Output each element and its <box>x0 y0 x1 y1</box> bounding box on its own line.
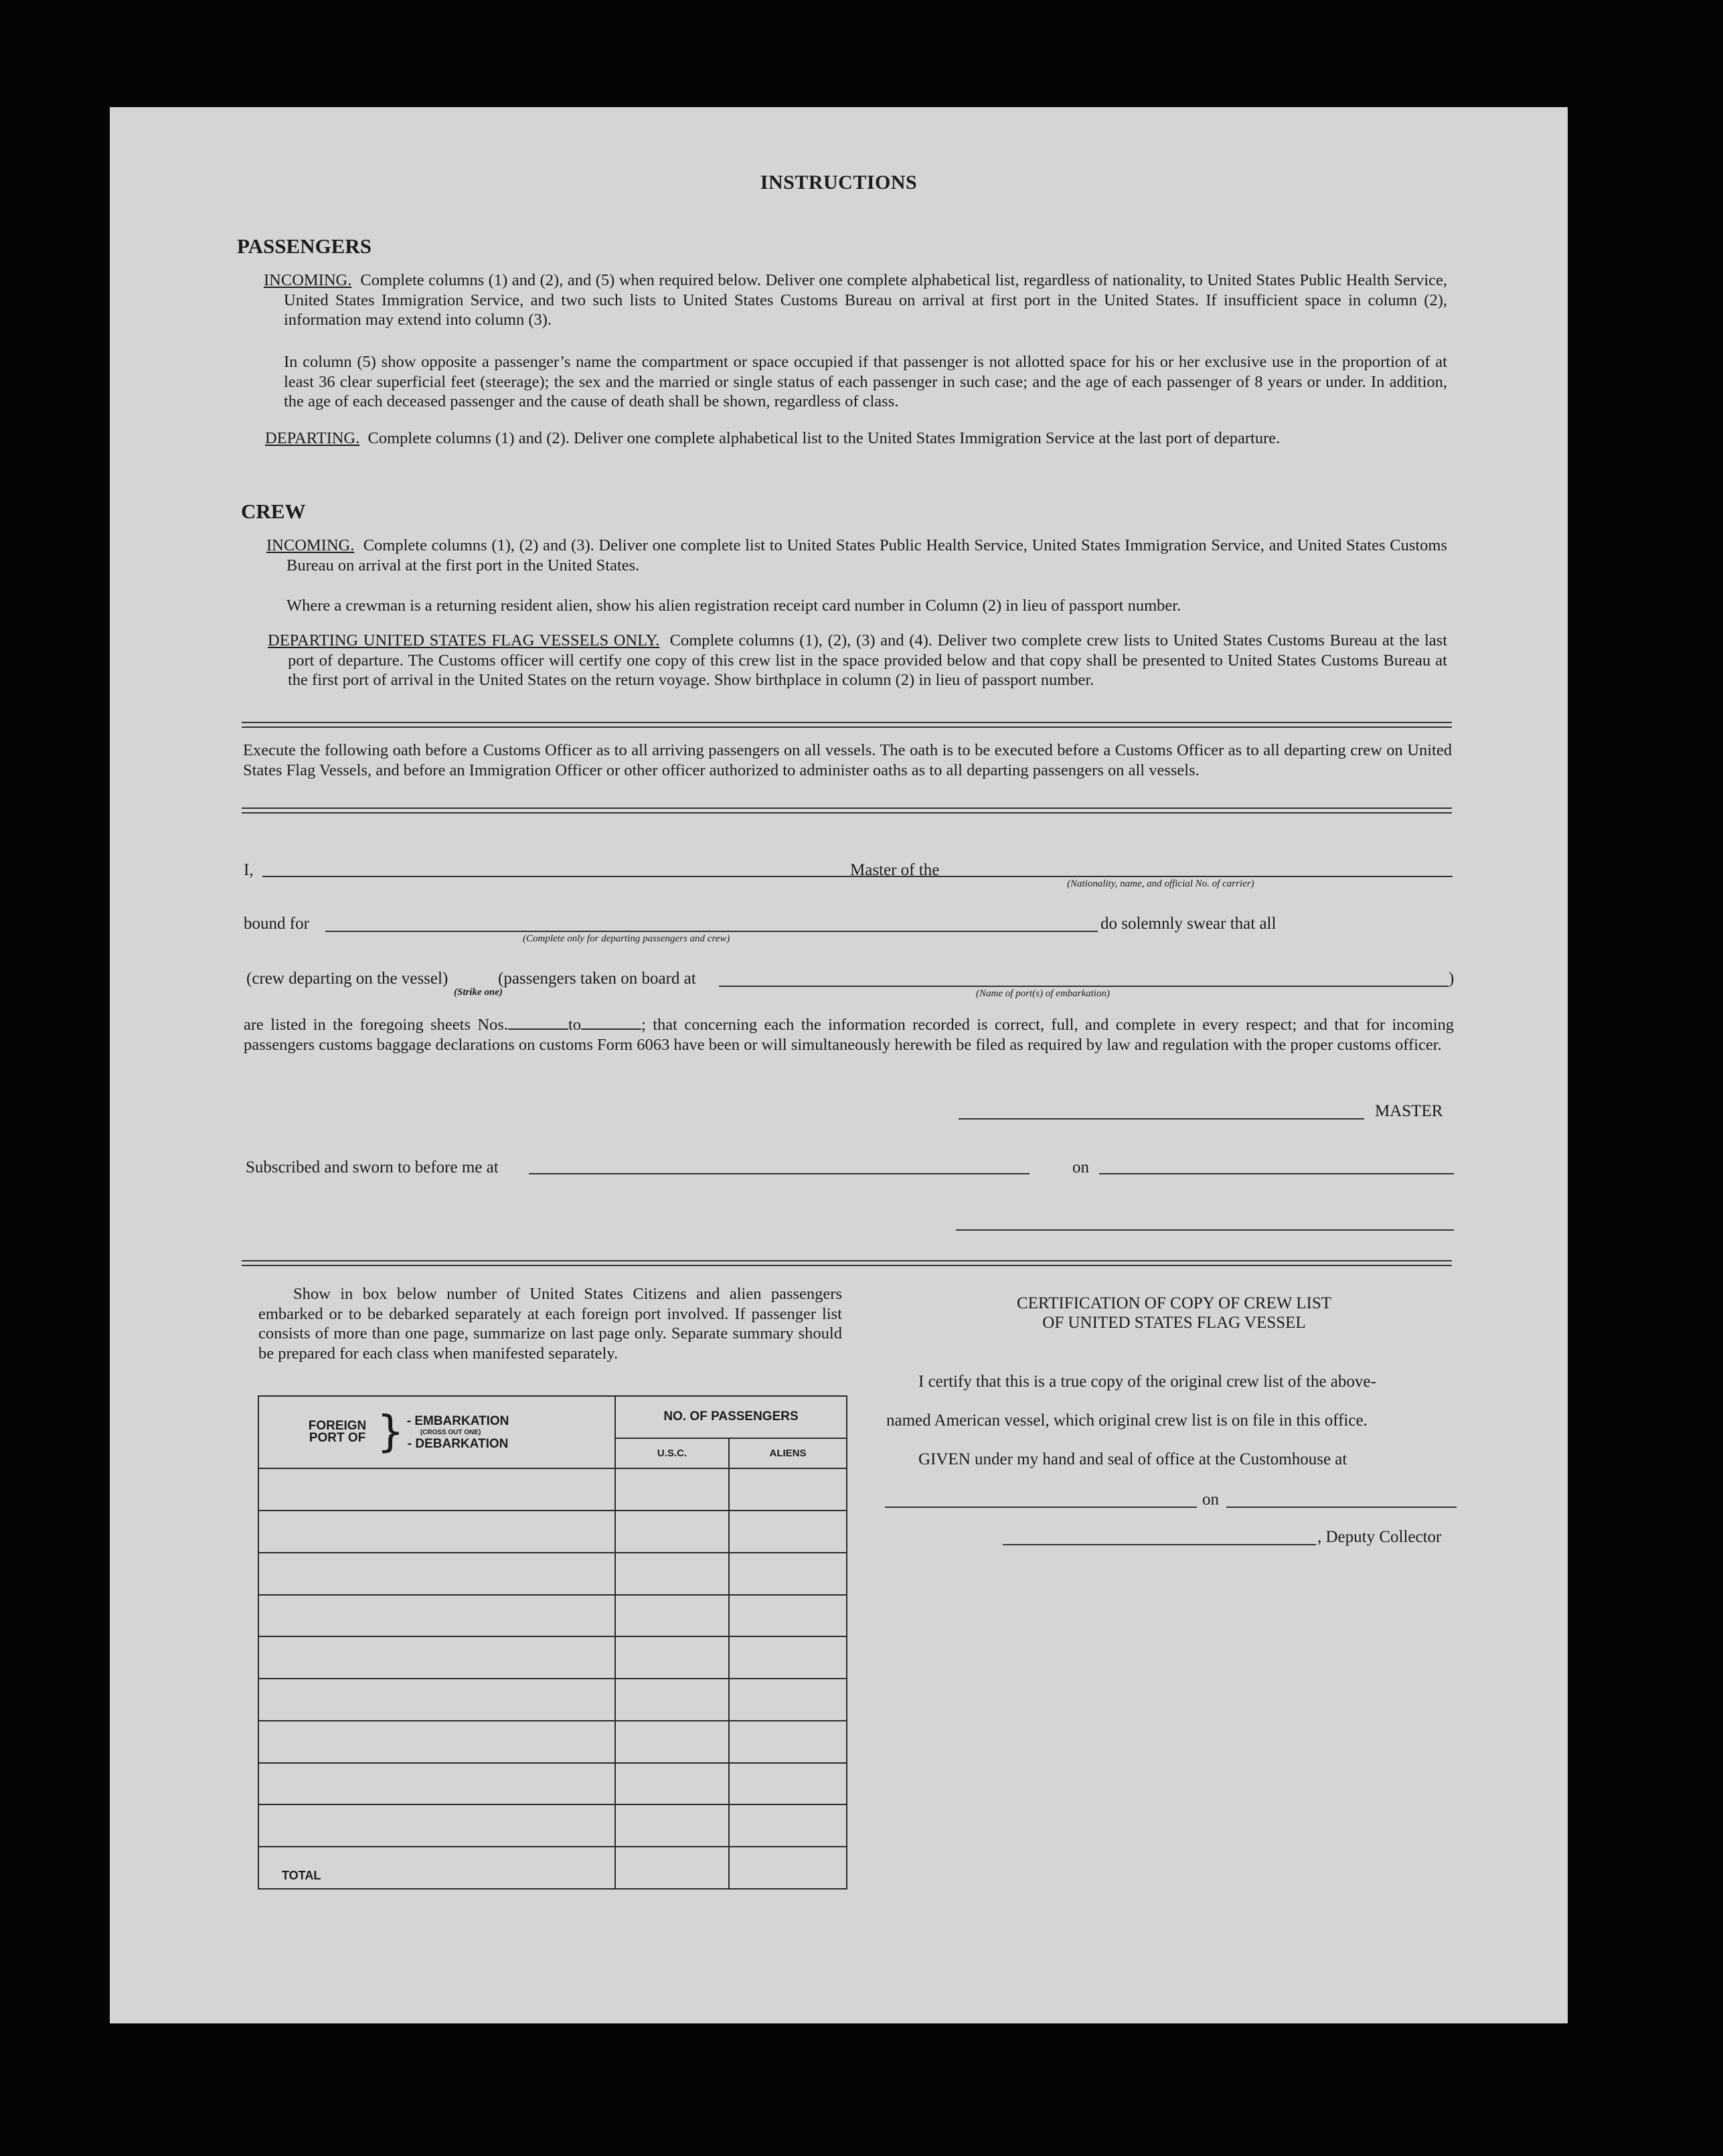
certification-title <box>880 1294 1469 1332</box>
port-cell[interactable] <box>258 1468 615 1511</box>
crew-departing-option: (crew departing on the vessel) <box>246 970 448 988</box>
oath-listed-block <box>244 1015 1454 1055</box>
sheet-to-line[interactable] <box>581 1028 641 1030</box>
crew-departing-block <box>268 631 1447 690</box>
aliens-header: ALIENS <box>729 1438 847 1468</box>
aliens-cell[interactable] <box>729 1804 847 1847</box>
no-of-passengers-header: NO. OF PASSENGERS <box>615 1396 847 1438</box>
listed-rest-text: ; that concerning each the information recorded is correct, full, and complete in every respect; and that for incoming passengers customs baggage declarations on customs Form 6063 have been or will simultaneously herewith be filed as required by law and regulation with the proper customs officer. <box>244 1016 1454 1054</box>
summary-instructions-text: Show in box below number of United States Citizens and alien passengers embarked or to be debarked separately at each foreign port involved. If passenger list consists of more than one page, summarize on last page only. Separate summary should be prepared for each class when manifested separately. <box>258 1285 842 1363</box>
crew-resident-block <box>286 596 1447 616</box>
officer-signature-line[interactable] <box>956 1229 1454 1231</box>
embarkation-label: - EMBARKATION <box>406 1413 509 1428</box>
crew-departing-text: Complete columns (1), (2), (3) and (4). Deliver two complete crew lists to United States Customs Bureau at the last port of departure. The Customs officer will certify one copy of this crew list in the space provided below and that copy shall be presented to United States Customs Bureau at the first port of arrival in the United States on the return voyage. Show birthplace in column (2) in lieu of passport number. <box>288 631 1447 689</box>
master-signature-line[interactable] <box>959 1118 1364 1120</box>
aliens-cell[interactable] <box>729 1595 847 1637</box>
port-cell[interactable] <box>258 1595 615 1637</box>
certify-line2: named American vessel, which original crew list is on file in this office. <box>886 1411 1368 1430</box>
close-paren: ) <box>1449 970 1455 988</box>
deputy-signature-line[interactable] <box>1003 1544 1316 1545</box>
brace-icon: } <box>377 1407 404 1458</box>
aliens-cell[interactable] <box>729 1679 847 1721</box>
certification-on-label: on <box>1202 1490 1219 1509</box>
passengers-incoming-block <box>264 271 1447 330</box>
passengers-incoming-label: INCOMING. <box>264 271 352 289</box>
usc-cell[interactable] <box>615 1721 729 1763</box>
form-sheet <box>110 107 1568 2023</box>
port-cell[interactable] <box>258 1721 615 1763</box>
bound-for-caption: (Complete only for departing passengers and crew) <box>523 933 730 944</box>
passengers-column5-text: In column (5) show opposite a passenger’s name the compartment or space occupied if that passenger is not allotted space for his or her exclusive use in the proportion of at least 36 clear superficial feet (steerage); the sex and the married or single status of each passenger in such case; and the age of each passenger of 8 years or under. In addition, the age of each deceased passenger and the cause of death shall be shown, regardless of class. <box>284 353 1447 410</box>
page-title: INSTRUCTIONS <box>760 171 918 194</box>
passengers-departing-label: DEPARTING. <box>265 429 360 447</box>
port-cell[interactable] <box>258 1763 615 1805</box>
usc-cell[interactable] <box>615 1636 729 1679</box>
double-rule-oath <box>242 807 1452 814</box>
certification-title-line2: OF UNITED STATES FLAG VESSEL <box>1042 1314 1306 1332</box>
aliens-cell[interactable] <box>729 1636 847 1679</box>
passengers-taken-option: (passengers taken on board at <box>498 970 696 988</box>
aliens-cell[interactable] <box>729 1511 847 1553</box>
summary-instructions-block <box>258 1284 842 1363</box>
crew-incoming-block <box>266 536 1447 575</box>
passengers-departing-block <box>265 429 1447 449</box>
subscribed-on-label: on <box>1072 1158 1089 1176</box>
certify-line1: I certify that this is a true copy of the original crew list of the above- <box>918 1373 1376 1391</box>
port-cell[interactable] <box>258 1511 615 1553</box>
total-label: TOTAL <box>282 1869 321 1882</box>
embarkation-ports-line[interactable] <box>719 986 1449 987</box>
crew-departing-label: DEPARTING UNITED STATES FLAG VESSELS ONLY. <box>268 631 660 649</box>
strike-one-caption: (Strike one) <box>454 987 503 998</box>
debarkation-label: - DEBARKATION <box>407 1436 509 1451</box>
usc-cell[interactable] <box>615 1763 729 1805</box>
usc-cell[interactable] <box>615 1468 729 1511</box>
total-cell <box>258 1847 615 1889</box>
solemnly-label: do solemnly swear that all <box>1098 915 1276 933</box>
usc-cell[interactable] <box>615 1553 729 1595</box>
port-cell[interactable] <box>258 1636 615 1679</box>
customhouse-line[interactable] <box>885 1507 1197 1508</box>
port-cell[interactable] <box>258 1679 615 1721</box>
usc-cell[interactable] <box>615 1595 729 1637</box>
aliens-total-cell[interactable] <box>729 1847 847 1889</box>
usc-cell[interactable] <box>615 1679 729 1721</box>
certification-date-line[interactable] <box>1226 1507 1457 1508</box>
usc-cell[interactable] <box>615 1511 729 1553</box>
cross-out-label: (CROSS OUT ONE) <box>420 1428 481 1436</box>
carrier-line[interactable] <box>949 876 1453 877</box>
usc-cell[interactable] <box>615 1804 729 1847</box>
port-cell[interactable] <box>258 1804 615 1847</box>
crew-incoming-label: INCOMING. <box>266 536 355 554</box>
oath-intro-text: Execute the following oath before a Customs Officer as to all arriving passengers on all vessels. The oath is to be executed before a Customs Officer as to all departing crew on United States Flag Vessels, and before an Immigration Officer or other officer authorized to administer oaths as to all departing passengers on all vessels. <box>243 741 1452 779</box>
aliens-cell[interactable] <box>729 1468 847 1511</box>
passengers-departing-text: Complete columns (1) and (2). Deliver one complete alphabetical list to the United States Immigration Service at the last port of departure. <box>367 429 1281 447</box>
given-text: GIVEN under my hand and seal of office at the Customhouse at <box>918 1450 1347 1468</box>
passengers-column5-block <box>284 352 1447 412</box>
usc-total-cell[interactable] <box>615 1847 729 1889</box>
double-rule-bottom <box>242 1260 1452 1266</box>
crew-heading: CREW <box>241 499 306 523</box>
deputy-collector-label: , Deputy Collector <box>1317 1528 1442 1546</box>
certification-title-line1: CERTIFICATION OF COPY OF CREW LIST <box>1016 1294 1332 1312</box>
master-of-label: Master of the <box>850 861 940 879</box>
passenger-summary-table <box>258 1395 847 1890</box>
crew-resident-text: Where a crewman is a returning resident alien, show his alien registration receipt card number in Column (2) in lieu of passport number. <box>286 597 1181 615</box>
aliens-cell[interactable] <box>729 1763 847 1805</box>
aliens-cell[interactable] <box>729 1553 847 1595</box>
port-cell[interactable] <box>258 1553 615 1595</box>
master-label: MASTER <box>1375 1102 1443 1120</box>
to-label: to <box>568 1016 582 1034</box>
passengers-incoming-text: Complete columns (1) and (2), and (5) when required below. Deliver one complete alphabetical list, regardless of nationality, to United States Public Health Service, United States Immigration Service, and two such lists to United States Customs Bureau on arrival at first port in the United States. If insufficient space in column (2), information may extend into column (3). <box>284 271 1448 329</box>
passengers-heading: PASSENGERS <box>237 234 372 258</box>
bound-for-label: bound for <box>244 915 309 933</box>
port-header-cell <box>258 1396 615 1468</box>
subscribed-label: Subscribed and sworn to before me at <box>246 1158 499 1176</box>
subscribed-place-line[interactable] <box>529 1173 1030 1174</box>
carrier-caption: (Nationality, name, and official No. of carrier) <box>1067 878 1254 889</box>
subscribed-date-line[interactable] <box>1099 1173 1454 1174</box>
listed-in-label: are listed in the foregoing sheets Nos. <box>244 1016 508 1034</box>
ports-caption: (Name of port(s) of embarkation) <box>976 988 1110 999</box>
bound-for-line[interactable] <box>325 931 1209 932</box>
oath-i-label: I, <box>244 861 254 879</box>
double-rule-top <box>242 722 1452 728</box>
aliens-cell[interactable] <box>729 1721 847 1763</box>
oath-intro-block <box>243 741 1452 780</box>
sheet-from-line[interactable] <box>508 1028 568 1030</box>
crew-incoming-text: Complete columns (1), (2) and (3). Deliver one complete list to United States Public Health Service, United States Immigration Service, and United States Customs Bureau on arrival at the first port in the United States. <box>286 536 1448 574</box>
foreign-port-of-label: FOREIGN PORT OF <box>308 1419 367 1446</box>
usc-header: U.S.C. <box>615 1438 729 1468</box>
